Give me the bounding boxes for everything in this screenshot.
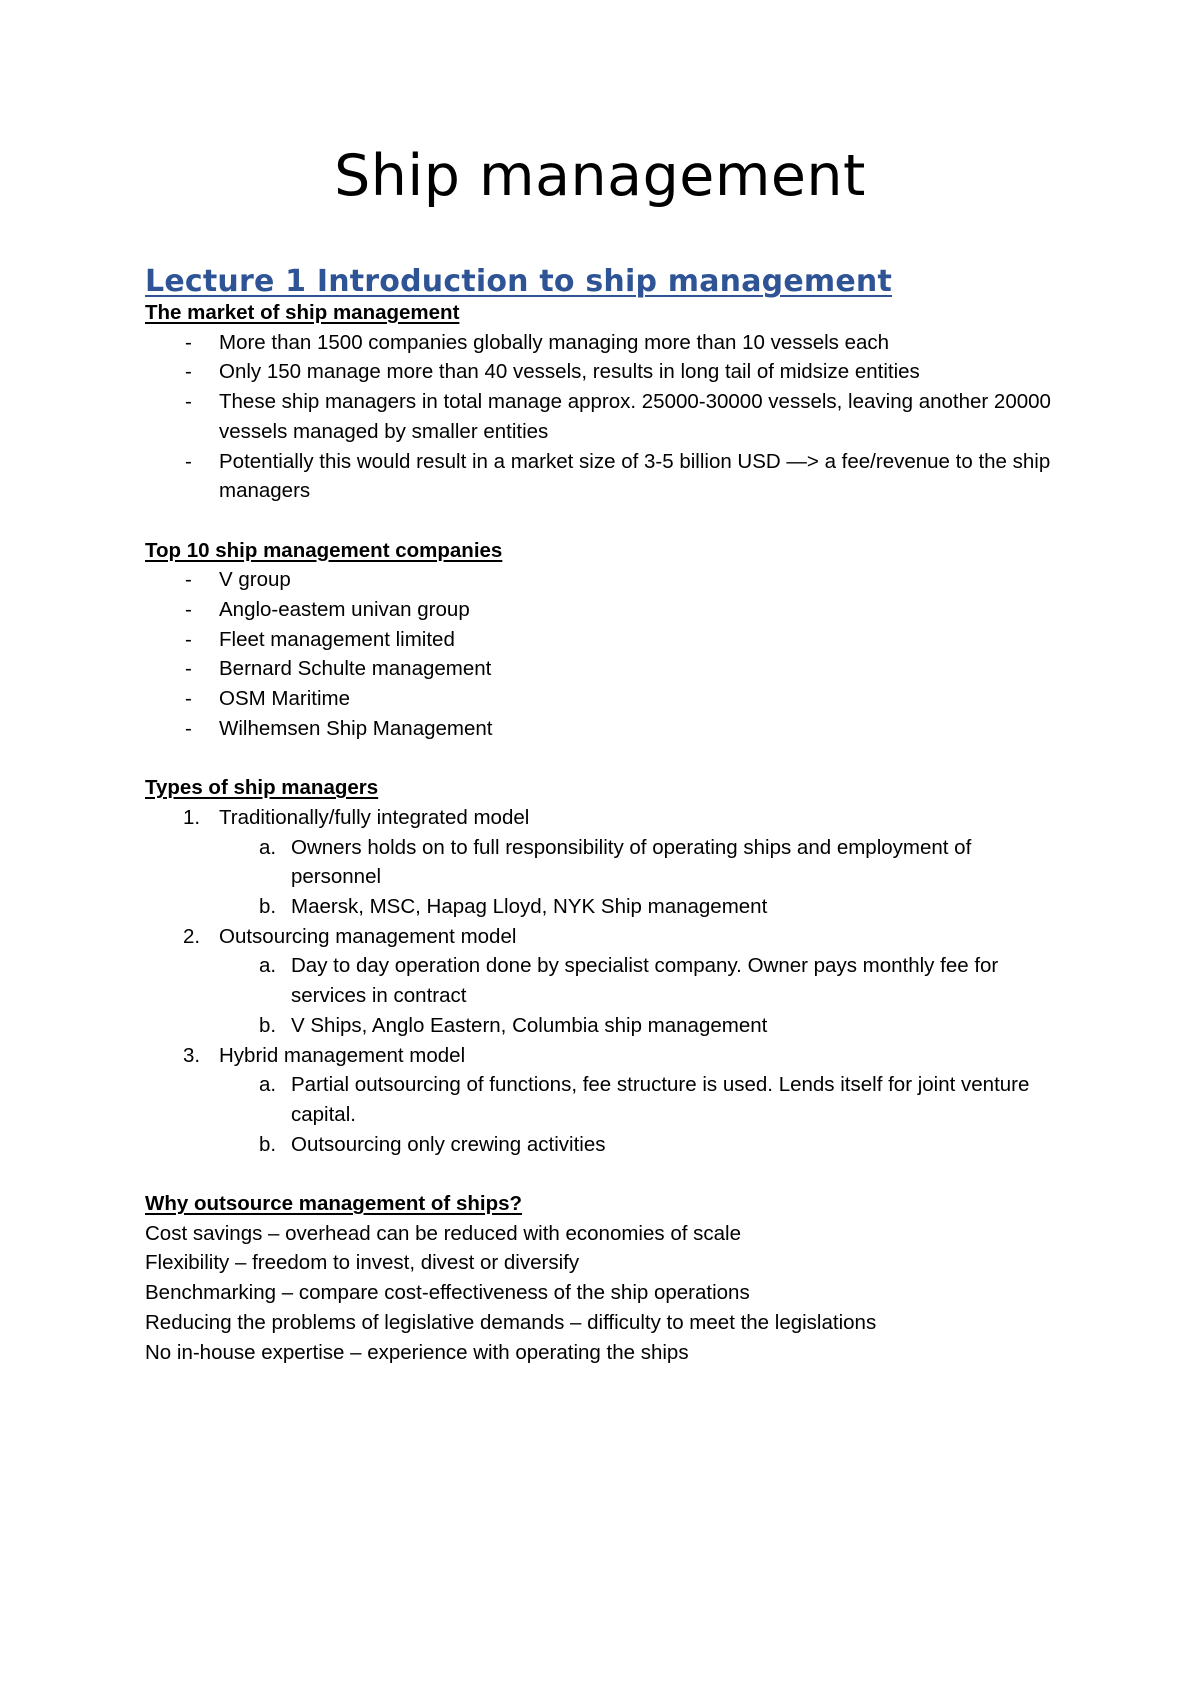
list-bullet: - xyxy=(185,449,192,473)
document-title: Ship management xyxy=(334,143,866,209)
list-letter: a. xyxy=(259,954,277,978)
list-item xyxy=(145,357,1065,387)
spacer xyxy=(145,506,1065,536)
sub-item-text: Maersk, MSC, Hapag Lloyd, NYK Ship management xyxy=(291,895,768,919)
list-item xyxy=(145,565,1065,595)
sub-item-text: Partial outsourcing of functions, fee structure is used. Lends itself for joint venture capital. xyxy=(291,1073,1030,1126)
section-heading-market: The market of ship management xyxy=(145,301,460,324)
top10-section xyxy=(145,536,1065,744)
list-letter: a. xyxy=(259,835,277,859)
sub-item xyxy=(219,1011,1065,1041)
sub-item-text: V Ships, Anglo Eastern, Columbia ship management xyxy=(291,1013,768,1037)
model-label: Hybrid management model xyxy=(219,1043,466,1067)
list-bullet: - xyxy=(185,716,192,740)
list-item xyxy=(145,684,1065,714)
spacer xyxy=(145,1159,1065,1189)
list-letter: b. xyxy=(259,1013,277,1037)
list-item-text: Potentially this would result in a market size of 3-5 billion USD —> a fee/revenue to the ship managers xyxy=(219,449,1051,503)
list-item xyxy=(145,328,1065,358)
list-bullet: - xyxy=(185,360,192,384)
sub-item xyxy=(219,1130,1065,1160)
model-label: Traditionally/fully integrated model xyxy=(219,805,530,829)
list-item-text: Anglo-eastem univan group xyxy=(219,598,470,622)
list-item-text: Wilhemsen Ship Management xyxy=(219,716,493,740)
list-item xyxy=(145,447,1065,506)
lecture-heading: Lecture 1 Introduction to ship management xyxy=(145,264,893,299)
sub-item xyxy=(219,833,1065,892)
model-item xyxy=(145,1041,1065,1160)
model-item xyxy=(145,803,1065,922)
why-section xyxy=(145,1189,1065,1367)
list-bullet: - xyxy=(185,390,192,414)
list-item-text: Bernard Schulte management xyxy=(219,657,492,681)
types-list xyxy=(145,803,1065,1159)
list-number: 1. xyxy=(183,805,201,829)
list-number: 3. xyxy=(183,1043,201,1067)
model-sublist xyxy=(145,1070,1065,1159)
model-label: Outsourcing management model xyxy=(219,924,517,948)
market-section xyxy=(145,298,1065,506)
model-item xyxy=(145,922,1065,1041)
list-letter: b. xyxy=(259,895,277,919)
sub-item-text: Owners holds on to full responsibility of operating ships and employment of personnel xyxy=(291,835,972,889)
list-item-text: V group xyxy=(219,568,291,592)
section-heading-why: Why outsource management of ships? xyxy=(145,1192,523,1216)
list-bullet: - xyxy=(185,687,192,711)
list-bullet: - xyxy=(185,657,192,681)
sub-item xyxy=(219,951,1065,1010)
list-bullet: - xyxy=(185,568,192,592)
list-item xyxy=(145,595,1065,625)
list-item-text: More than 1500 companies globally managing more than 10 vessels each xyxy=(219,330,890,354)
list-item-text: Fleet management limited xyxy=(219,627,455,651)
types-section xyxy=(145,773,1065,1159)
reason-line: Flexibility – freedom to invest, divest or diversify xyxy=(145,1251,580,1275)
document-body xyxy=(145,262,1065,1367)
list-item-text: Only 150 manage more than 40 vessels, results in long tail of midsize entities xyxy=(219,360,920,384)
section-heading-top10: Top 10 ship management companies xyxy=(145,538,503,562)
reason-line: Reducing the problems of legislative demands – difficulty to meet the legislations xyxy=(145,1310,877,1334)
sub-item-text: Day to day operation done by specialist company. Owner pays monthly fee for services in contract xyxy=(291,954,999,1008)
sub-item xyxy=(219,1070,1065,1129)
reason-line: Benchmarking – compare cost-effectiveness of the ship operations xyxy=(145,1281,750,1305)
sub-item xyxy=(219,892,1065,922)
list-item-text: These ship managers in total manage approx. 25000-30000 vessels, leaving another 20000 vessels managed by smaller entities xyxy=(219,390,1051,443)
list-item xyxy=(145,387,1065,446)
top10-list xyxy=(145,565,1065,743)
model-sublist xyxy=(145,833,1065,922)
reason-line: Cost savings – overhead can be reduced with economies of scale xyxy=(145,1221,741,1245)
list-bullet: - xyxy=(185,330,192,354)
list-number: 2. xyxy=(183,924,201,948)
list-letter: b. xyxy=(259,1132,277,1156)
list-item-text: OSM Maritime xyxy=(219,687,350,711)
list-item xyxy=(145,654,1065,684)
section-heading-types: Types of ship managers xyxy=(145,776,379,800)
list-bullet: - xyxy=(185,598,192,622)
sub-item-text: Outsourcing only crewing activities xyxy=(291,1132,606,1156)
list-item xyxy=(145,625,1065,655)
reason-line: No in-house expertise – experience with operating the ships xyxy=(145,1340,689,1364)
list-letter: a. xyxy=(259,1073,277,1097)
spacer xyxy=(145,744,1065,774)
market-list xyxy=(145,328,1065,506)
model-sublist xyxy=(145,951,1065,1040)
list-item xyxy=(145,714,1065,744)
list-bullet: - xyxy=(185,627,192,651)
